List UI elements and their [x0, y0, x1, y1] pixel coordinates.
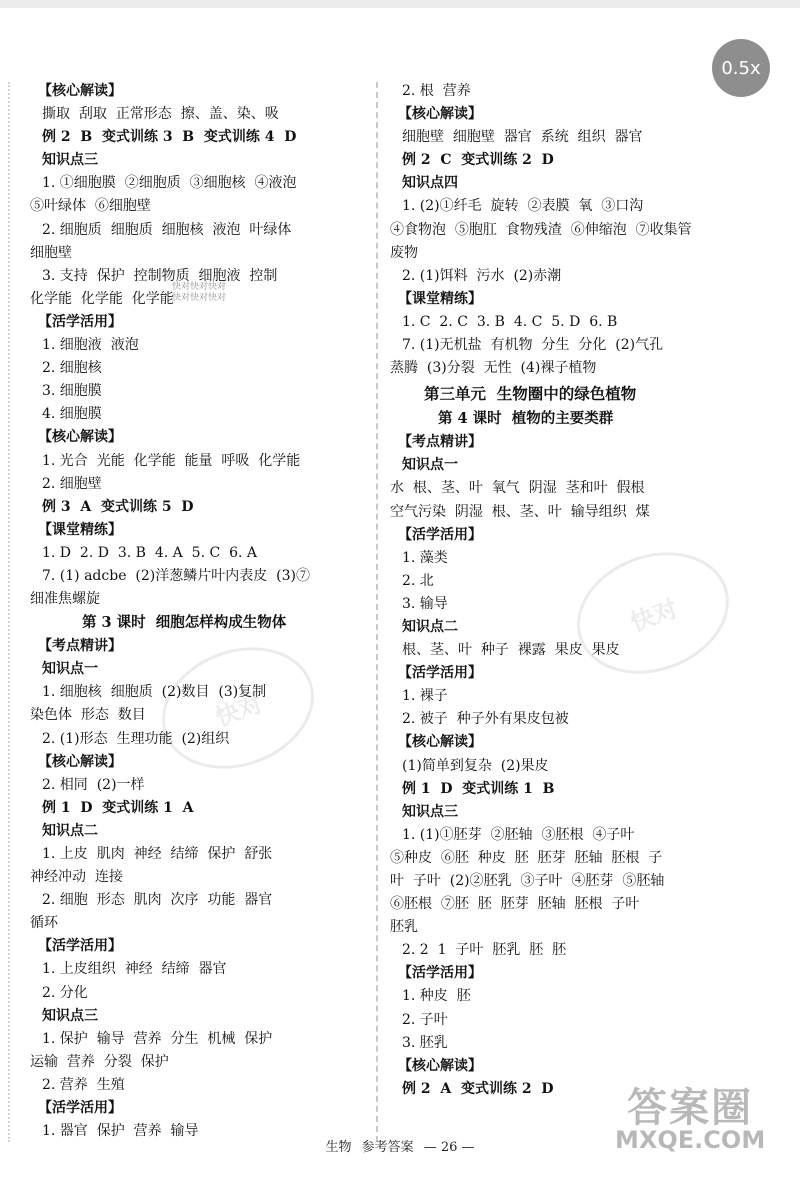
answer-line: 2. 子叶	[402, 1011, 448, 1028]
answer-line: 1. 细胞液 液泡	[42, 337, 139, 354]
answer-line: 【课堂精练】	[38, 521, 122, 538]
answer-line: ⑤种皮 ⑥胚 种皮 胚 胚芽 胚轴 胚根 子	[390, 849, 663, 866]
answer-line: 1. 裸子	[402, 688, 448, 705]
answer-line: 蒸腾 (3)分裂 无性 (4)裸子植物	[390, 360, 597, 377]
answer-line: 【活学活用】	[38, 313, 122, 330]
answer-line: 【核心解读】	[38, 83, 122, 99]
answer-line: 2. 北	[402, 572, 434, 589]
answer-line: 例 1 D 变式训练 1 B	[402, 780, 555, 797]
answer-line: 胚乳	[390, 919, 418, 936]
top-bar	[0, 0, 800, 8]
answer-line: 例 3 A 变式训练 5 D	[42, 498, 194, 515]
answer-line: 知识点二	[42, 822, 98, 839]
answer-line: 【活学活用】	[38, 938, 122, 955]
answer-line: 2. 根 营养	[402, 83, 471, 99]
answer-line: 2. 2 1 子叶 胚乳 胚 胚	[402, 942, 567, 959]
answer-line: 1. 上皮 肌肉 神经 结缔 保护 舒张	[42, 846, 273, 862]
kuaidui-watermark: 快对	[145, 627, 331, 789]
answer-line: 2. 细胞壁	[42, 475, 102, 492]
answer-line: 2. (1)饵料 污水 (2)赤潮	[402, 267, 562, 284]
answer-line: 【活学活用】	[38, 1100, 122, 1117]
answer-line: 撕取 刮取 正常形态 擦、盖、染、吸	[42, 106, 279, 123]
answer-line: 2. 被子 种子外有果皮包被	[402, 711, 569, 728]
answer-line: ⑤叶绿体 ⑥细胞壁	[30, 198, 151, 215]
answer-line: 【核心解读】	[38, 753, 122, 770]
answer-line: 1. C 2. C 3. B 4. C 5. D 6. B	[402, 313, 618, 330]
answer-line: 1. 保护 输导 营养 分生 机械 保护	[42, 1030, 273, 1047]
answer-line: 7. (1) adcbe (2)洋葱鳞片叶内表皮 (3)⑦	[42, 567, 310, 584]
site-watermark-bottom: MXQE.COM	[615, 1126, 766, 1154]
answer-line: 染色体 形态 数目	[30, 707, 146, 724]
answer-line: 知识点一	[42, 661, 98, 678]
answer-line: 细胞壁 细胞壁 器官 系统 组织 器官	[402, 129, 643, 146]
answer-line: 例 2 B 变式训练 3 B 变式训练 4 D	[42, 129, 297, 146]
answer-line: 废物	[390, 244, 418, 261]
answer-line: 根、茎、叶 种子 裸露 果皮 果皮	[402, 642, 620, 659]
answer-line: 神经冲动 连接	[30, 869, 123, 886]
answer-line: 2. 分化	[42, 984, 88, 1001]
answer-line: 【核心解读】	[398, 106, 482, 123]
answer-line: 1. 器官 保护 营养 输导	[42, 1123, 199, 1140]
column-divider	[376, 82, 378, 1142]
footer-subject: 生物	[325, 1140, 352, 1155]
answer-line: 例 2 A 变式训练 2 D	[402, 1080, 554, 1097]
answer-line: ⑥胚根 ⑦胚 胚 胚芽 胚轴 胚根 子叶	[390, 896, 640, 913]
small-stamp-watermark: 快对快对快对 快对快对快对	[172, 282, 227, 303]
answer-line: 第 3 课时 细胞怎样构成生物体	[82, 614, 287, 632]
answer-line: 7. (1)无机盐 有机物 分生 分化 (2)气孔	[402, 337, 664, 354]
answer-line: 1. D 2. D 3. B 4. A 5. C 6. A	[42, 544, 258, 561]
answer-line: 第三单元 生物圈中的绿色植物	[424, 384, 637, 404]
site-watermark-top: 答案圈	[627, 1085, 754, 1131]
answer-line: 【核心解读】	[398, 734, 482, 751]
answer-line: 【活学活用】	[398, 965, 482, 982]
answer-line: 【核心解读】	[38, 429, 122, 446]
kuaidui-watermark: 快对	[560, 532, 746, 694]
answer-line: 空气污染 阴湿 根、茎、叶 输导组织 煤	[390, 503, 650, 520]
left-column	[30, 80, 370, 1143]
answer-line: 2. 细胞核	[42, 360, 102, 377]
answer-line: 例 1 D 变式训练 1 A	[42, 799, 194, 816]
answer-line: 水 根、茎、叶 氧气 阴湿 茎和叶 假根	[390, 480, 645, 497]
answer-line: 叶 子叶 (2)②胚乳 ③子叶 ④胚芽 ⑤胚轴	[390, 873, 665, 889]
answer-line: 知识点三	[402, 803, 458, 820]
answer-line: 例 2 C 变式训练 2 D	[402, 152, 554, 169]
answer-line: 【活学活用】	[398, 526, 482, 543]
answer-line: 1. 藻类	[402, 549, 448, 566]
answer-line: 2. 相同 (2)一样	[42, 776, 145, 793]
answer-line: 2. 营养 生殖	[42, 1076, 125, 1093]
zoom-badge[interactable]: 0.5x	[712, 39, 770, 97]
answer-line: 【考点精讲】	[38, 638, 122, 655]
answer-line: 1. ①细胞膜 ②细胞质 ③细胞核 ④液泡	[42, 175, 297, 192]
answer-line: 2. 细胞质 细胞质 细胞核 液泡 叶绿体	[42, 221, 292, 238]
answer-line: 细胞壁	[30, 244, 72, 261]
answer-line: 细准焦螺旋	[30, 591, 100, 608]
answer-line: 【核心解读】	[398, 1057, 482, 1074]
answer-line: 1. 上皮组织 神经 结缔 器官	[42, 961, 227, 978]
answer-line: 运输 营养 分裂 保护	[30, 1053, 169, 1070]
answer-line: 3. 支持 保护 控制物质 细胞液 控制	[42, 267, 278, 284]
answer-line: 4. 细胞膜	[42, 406, 102, 423]
answer-line: 1. 细胞核 细胞质 (2)数目 (3)复制	[42, 684, 267, 701]
footer-page-number: — 26 —	[423, 1140, 475, 1155]
answer-line: 循环	[30, 915, 58, 932]
answer-line: 1. (2)①纤毛 旋转 ②表膜 氧 ③口沟	[402, 198, 644, 215]
answer-line: 知识点二	[402, 618, 458, 635]
answer-line: 2. (1)形态 生理功能 (2)组织	[42, 730, 230, 747]
binding-margin	[8, 82, 10, 1142]
answer-line: 知识点四	[402, 175, 458, 192]
answer-line: 1. 种皮 胚	[402, 988, 471, 1005]
answer-line: 知识点三	[42, 1007, 98, 1024]
page-footer	[0, 1136, 800, 1155]
answer-line: (1)简单到复杂 (2)果皮	[402, 757, 549, 774]
answer-line: 知识点三	[42, 152, 98, 169]
footer-label: 参考答案	[361, 1140, 414, 1155]
answer-line: 知识点一	[402, 457, 458, 474]
answer-line: 1. (1)①胚芽 ②胚轴 ③胚根 ④子叶	[402, 826, 635, 843]
answer-line: 3. 细胞膜	[42, 383, 102, 400]
answer-line: 3. 胚乳	[402, 1034, 448, 1051]
answer-line: 【活学活用】	[398, 665, 482, 682]
answer-line: 1. 光合 光能 化学能 能量 呼吸 化学能	[42, 452, 301, 469]
answer-line: ④食物泡 ⑤胞肛 食物残渣 ⑥伸缩泡 ⑦收集管	[390, 221, 692, 238]
answer-line: 【课堂精练】	[398, 290, 482, 307]
answer-line: 化学能 化学能 化学能	[30, 290, 174, 307]
answer-line: 2. 细胞 形态 肌肉 次序 功能 器官	[42, 892, 273, 909]
answer-line: 【考点精讲】	[398, 434, 482, 451]
answer-line: 第 4 课时 植物的主要类群	[438, 410, 614, 428]
answer-line: 3. 输导	[402, 595, 448, 612]
